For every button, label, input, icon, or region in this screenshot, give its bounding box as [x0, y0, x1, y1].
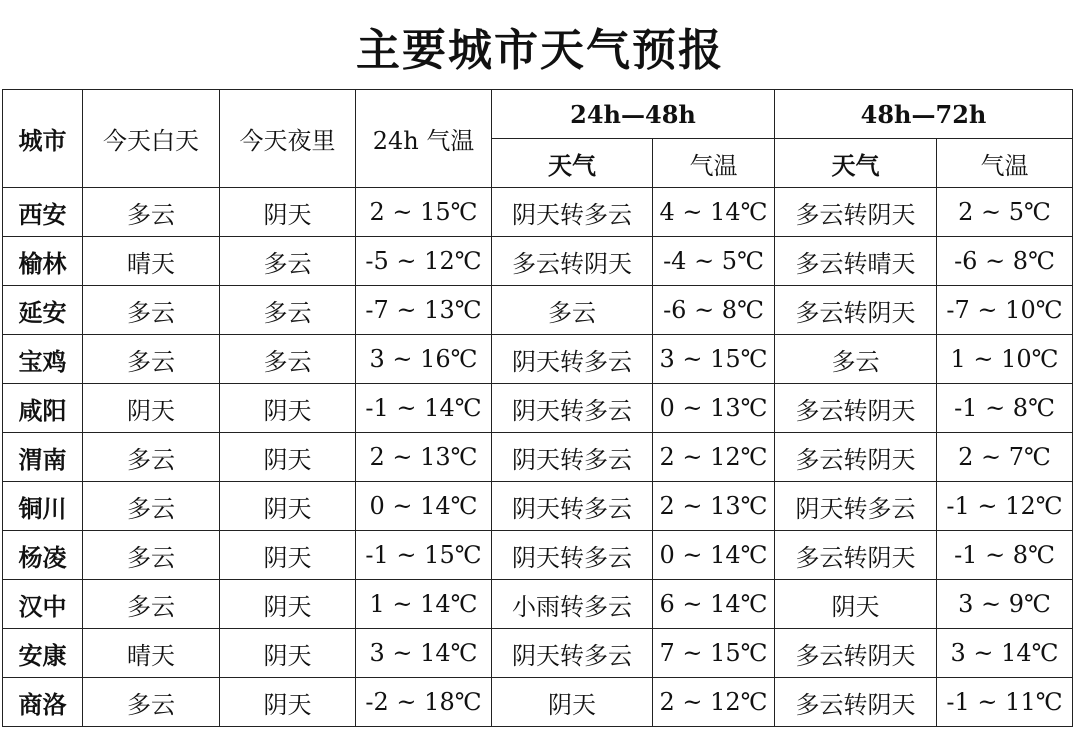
cell-temp-48: 2 ~ 13℃: [653, 482, 775, 531]
cell-temp-24h: 2 ~ 13℃: [356, 433, 492, 482]
cell-temp-72: 2 ~ 7℃: [937, 433, 1073, 482]
cell-temp-48: 3 ~ 15℃: [653, 335, 775, 384]
cell-today-day: 多云: [83, 433, 220, 482]
cell-city: 西安: [3, 188, 83, 237]
cell-today-night: 阴天: [220, 433, 356, 482]
cell-today-night: 多云: [220, 335, 356, 384]
cell-today-night: 阴天: [220, 678, 356, 727]
cell-weather-72: 多云: [775, 335, 937, 384]
cell-weather-48: 阴天: [492, 678, 653, 727]
cell-today-day: 多云: [83, 188, 220, 237]
cell-city: 榆林: [3, 237, 83, 286]
header-temp-24h: 24h 气温: [356, 90, 492, 188]
cell-today-day: 多云: [83, 482, 220, 531]
cell-weather-48: 阴天转多云: [492, 384, 653, 433]
cell-city: 杨凌: [3, 531, 83, 580]
cell-city: 宝鸡: [3, 335, 83, 384]
cell-weather-72: 多云转阴天: [775, 433, 937, 482]
table-row: [3, 188, 1073, 237]
cell-temp-48: 0 ~ 13℃: [653, 384, 775, 433]
cell-city: 安康: [3, 629, 83, 678]
header-temp-72: 气温: [937, 139, 1073, 188]
cell-temp-72: -1 ~ 11℃: [937, 678, 1073, 727]
cell-today-day: 多云: [83, 580, 220, 629]
cell-temp-48: 0 ~ 14℃: [653, 531, 775, 580]
cell-city: 商洛: [3, 678, 83, 727]
cell-temp-24h: -2 ~ 18℃: [356, 678, 492, 727]
cell-weather-48: 小雨转多云: [492, 580, 653, 629]
cell-weather-72: 阴天: [775, 580, 937, 629]
cell-today-night: 多云: [220, 286, 356, 335]
cell-city: 铜川: [3, 482, 83, 531]
cell-weather-72: 多云转阴天: [775, 531, 937, 580]
cell-weather-48: 阴天转多云: [492, 188, 653, 237]
cell-temp-72: -1 ~ 12℃: [937, 482, 1073, 531]
cell-temp-48: 2 ~ 12℃: [653, 678, 775, 727]
header-today-day: 今天白天: [83, 90, 220, 188]
page-title: 主要城市天气预报: [356, 25, 724, 76]
cell-city: 咸阳: [3, 384, 83, 433]
cell-temp-48: -4 ~ 5℃: [653, 237, 775, 286]
table-row: [3, 384, 1073, 433]
cell-weather-48: 阴天转多云: [492, 629, 653, 678]
cell-weather-72: 阴天转多云: [775, 482, 937, 531]
cell-weather-72: 多云转阴天: [775, 629, 937, 678]
cell-temp-72: 3 ~ 9℃: [937, 580, 1073, 629]
cell-today-night: 阴天: [220, 384, 356, 433]
header-group-24-48: 24h—48h: [492, 90, 775, 139]
header-group-48-72: 48h—72h: [775, 90, 1073, 139]
table-row: [3, 433, 1073, 482]
cell-today-day: 多云: [83, 531, 220, 580]
header-temp-48: 气温: [653, 139, 775, 188]
table-row: [3, 629, 1073, 678]
cell-city: 延安: [3, 286, 83, 335]
table-row: [3, 678, 1073, 727]
cell-today-night: 多云: [220, 237, 356, 286]
table-row: [3, 482, 1073, 531]
table-row: [3, 580, 1073, 629]
forecast-table: [2, 89, 1073, 727]
table-row: [3, 531, 1073, 580]
cell-today-day: 晴天: [83, 629, 220, 678]
cell-temp-24h: 3 ~ 14℃: [356, 629, 492, 678]
header-today-night: 今天夜里: [220, 90, 356, 188]
cell-temp-24h: -1 ~ 15℃: [356, 531, 492, 580]
cell-today-day: 多云: [83, 678, 220, 727]
cell-weather-72: 多云转阴天: [775, 286, 937, 335]
cell-today-day: 阴天: [83, 384, 220, 433]
cell-weather-48: 阴天转多云: [492, 482, 653, 531]
header-weather-72: 天气: [775, 139, 937, 188]
cell-city: 汉中: [3, 580, 83, 629]
cell-weather-72: 多云转阴天: [775, 384, 937, 433]
cell-temp-48: 4 ~ 14℃: [653, 188, 775, 237]
cell-temp-72: 2 ~ 5℃: [937, 188, 1073, 237]
table-row: [3, 286, 1073, 335]
cell-temp-48: 7 ~ 15℃: [653, 629, 775, 678]
cell-temp-24h: -1 ~ 14℃: [356, 384, 492, 433]
cell-weather-72: 多云转晴天: [775, 237, 937, 286]
cell-weather-48: 阴天转多云: [492, 433, 653, 482]
cell-today-night: 阴天: [220, 531, 356, 580]
cell-city: 渭南: [3, 433, 83, 482]
cell-weather-72: 多云转阴天: [775, 188, 937, 237]
cell-temp-72: 1 ~ 10℃: [937, 335, 1073, 384]
cell-temp-24h: -7 ~ 13℃: [356, 286, 492, 335]
cell-today-night: 阴天: [220, 629, 356, 678]
cell-temp-72: -1 ~ 8℃: [937, 531, 1073, 580]
cell-weather-72: 多云转阴天: [775, 678, 937, 727]
table-row: [3, 237, 1073, 286]
cell-temp-72: -1 ~ 8℃: [937, 384, 1073, 433]
header-weather-48: 天气: [492, 139, 653, 188]
cell-weather-48: 多云转阴天: [492, 237, 653, 286]
cell-today-night: 阴天: [220, 580, 356, 629]
table-row: [3, 335, 1073, 384]
cell-temp-48: 2 ~ 12℃: [653, 433, 775, 482]
cell-today-day: 晴天: [83, 237, 220, 286]
cell-today-day: 多云: [83, 335, 220, 384]
header-city: 城市: [3, 90, 83, 188]
cell-temp-24h: -5 ~ 12℃: [356, 237, 492, 286]
cell-temp-48: 6 ~ 14℃: [653, 580, 775, 629]
cell-temp-72: 3 ~ 14℃: [937, 629, 1073, 678]
cell-weather-48: 阴天转多云: [492, 531, 653, 580]
cell-temp-24h: 0 ~ 14℃: [356, 482, 492, 531]
cell-temp-48: -6 ~ 8℃: [653, 286, 775, 335]
cell-today-day: 多云: [83, 286, 220, 335]
cell-today-night: 阴天: [220, 482, 356, 531]
cell-temp-24h: 3 ~ 16℃: [356, 335, 492, 384]
cell-today-night: 阴天: [220, 188, 356, 237]
cell-weather-48: 多云: [492, 286, 653, 335]
cell-temp-72: -6 ~ 8℃: [937, 237, 1073, 286]
cell-temp-24h: 2 ~ 15℃: [356, 188, 492, 237]
cell-temp-24h: 1 ~ 14℃: [356, 580, 492, 629]
cell-temp-72: -7 ~ 10℃: [937, 286, 1073, 335]
cell-weather-48: 阴天转多云: [492, 335, 653, 384]
